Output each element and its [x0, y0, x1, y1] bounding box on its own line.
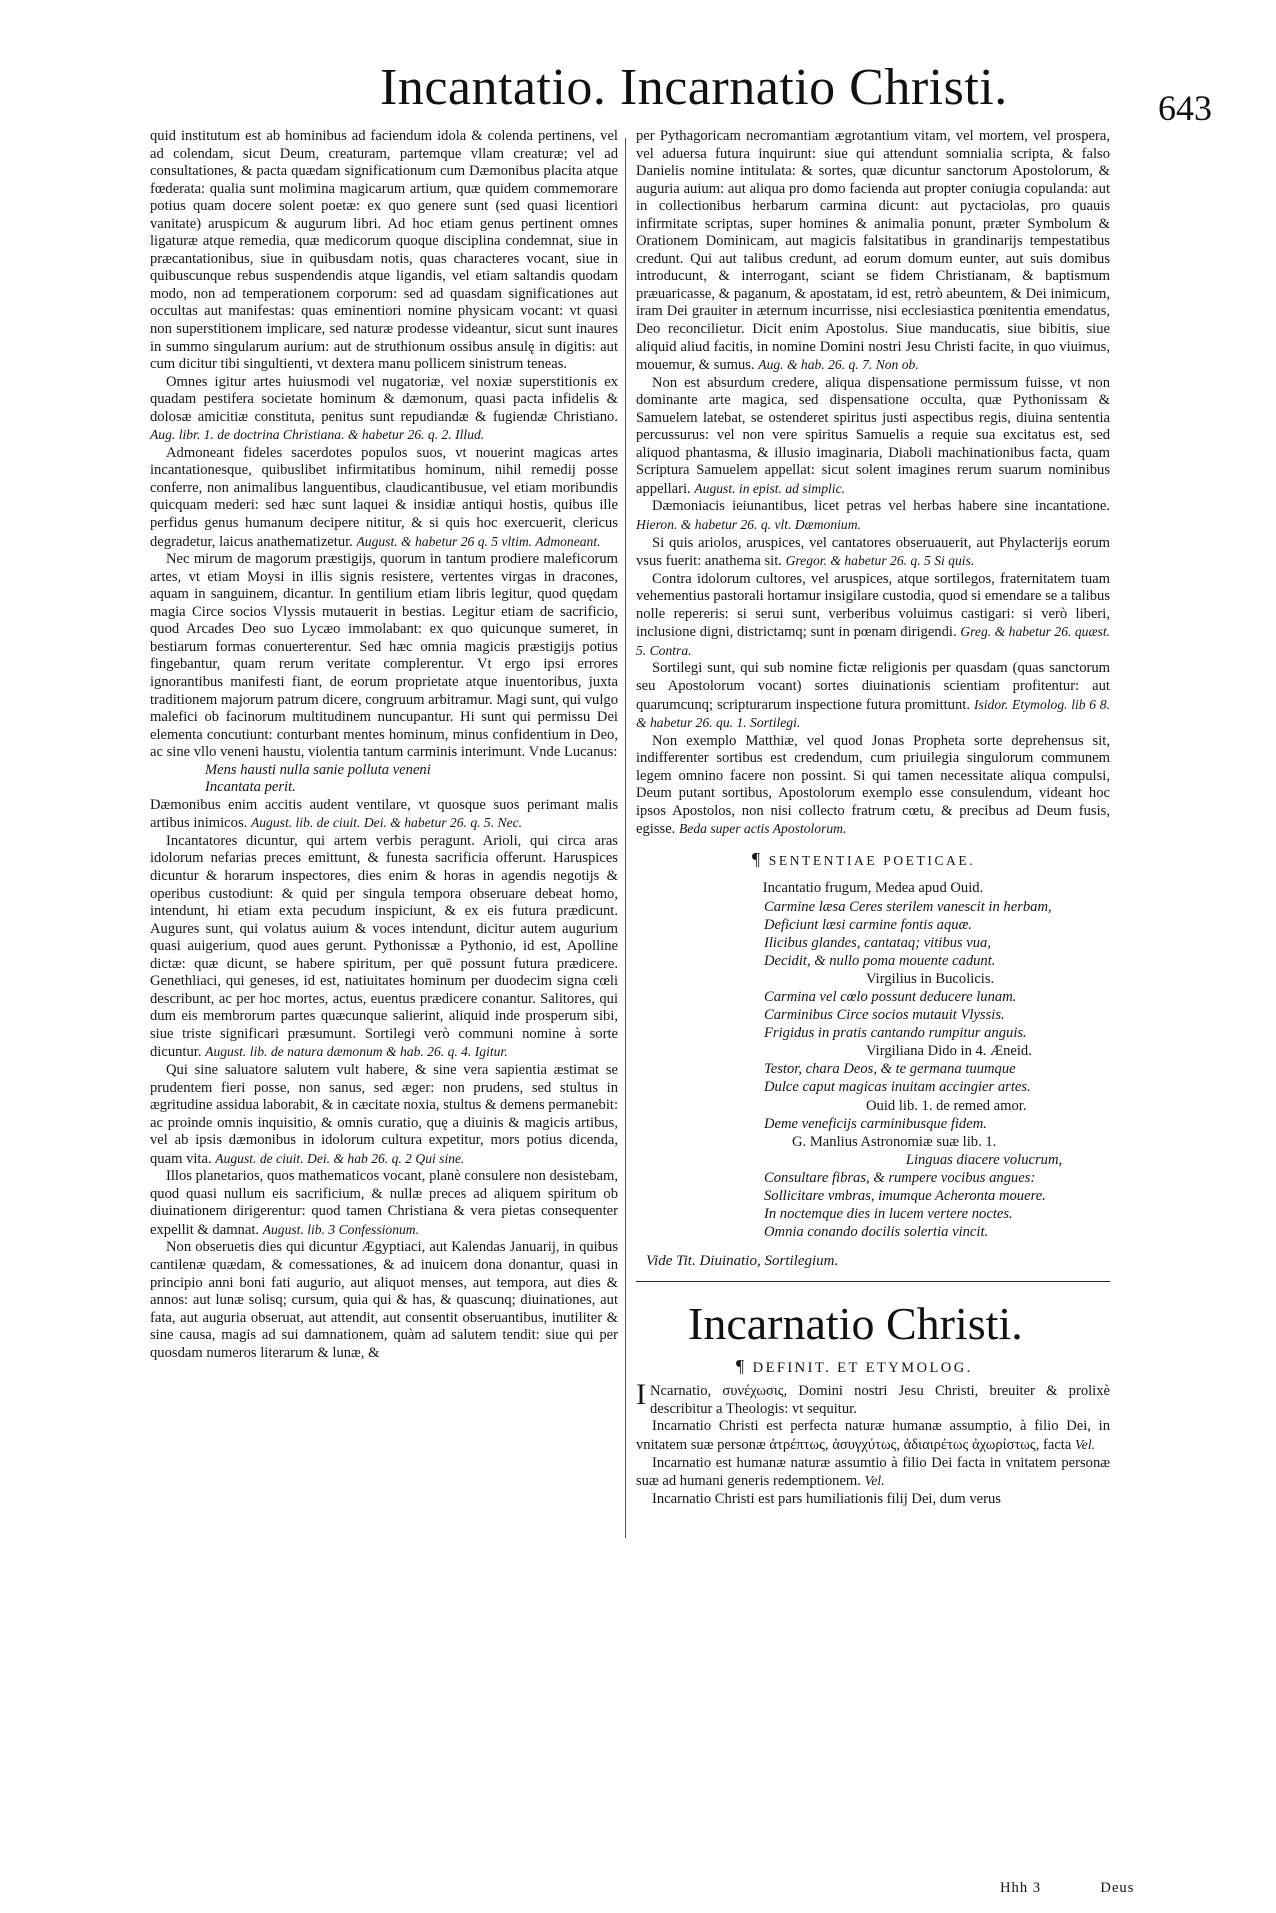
verse-line: Consultare fibras, & rumpere vocibus angues: — [764, 1169, 1036, 1186]
pilcrow-icon: ¶ — [752, 848, 763, 869]
citation: Vel. — [864, 1473, 885, 1489]
paragraph-text: Non est absurdum credere, aliqua dispensatione permissum fuisse, vt non dominante arte magica, sed dispensatione occulta, quæ Pythonissam & Samuelem latebat, se ostenderet spiritus justi aspectibus regis, diuina sententia percussurus: vel non vere spiritus Samuelis a requie sua excitatus est, sed aliquod phantasma, & illusio imaginaria, Diaboli machinationibus facta, quam Scriptura Samuelem appellat: sicut solent imagines rerum suarum nominibus appellari. — [636, 374, 1110, 497]
signature-mark: Hhh 3 — [1000, 1880, 1042, 1896]
paragraph — [636, 1378, 1110, 1418]
citation: Greg. & habetur 26. quæst. 5. Contra. — [636, 624, 1110, 658]
citation: August. lib. de natura dæmonum & hab. 26. q. 4. Igitur. — [205, 1044, 508, 1060]
attribution-line: Virgilius in Bucolicis. — [866, 970, 995, 987]
paragraph-text: Dæmonibus enim accitis audent ventilare, vt quosque suos perimant malis artibus inimicos. — [150, 796, 618, 832]
verse-line: Decidit, & nullo poma mouente cadunt. — [764, 952, 996, 969]
verse-line: Omnia conando docilis solertia vincit. — [764, 1224, 989, 1241]
paragraph-text: Dæmoniacis ieiunantibus, licet petras vel herbas habere sine incantatione. — [652, 498, 1110, 515]
citation: August. de ciuit. Dei. & hab 26. q. 2 Qui sine. — [215, 1150, 465, 1166]
citation: Aug. & hab. 26. q. 7. Non ob. — [758, 357, 919, 373]
verse-line: Carmine læsa Ceres sterilem vanescit in herbam, — [764, 898, 1052, 915]
initial-letter: I — [636, 1378, 646, 1412]
paragraph-text: Incantatores dicuntur, qui artem verbis peragunt. Arioli, qui circa aras idolorum nefarias preces emittunt, & funesta sacrificia offerunt. Haruspices dicuntur & horarum inspectores, dies enim & horas in agendis negotijs & operibus custodiunt: & quid per singula tempora obseruare debeat homo, intendunt, hi etiam exta pecudum inspiciunt, & ex eis futura prædicunt. Augures sunt, qui volatus auium & voces intendunt, dicitur autem augurium quasi auigerium, quod aues gerunt. Pythonissæ a Pythonio, id est, Apolline dictæ: quæ dicunt, se habere spiritum, per quē possunt futura prædicere. Genethliaci, qui geneses, id est, natiuitates hominum per duodecim signa cœli describunt, ac per hoc mortes, actus, euentus prædicere conantur. Salitores, qui dum eis membrorum partes quæcunque salierint, aliquid inde prosperum sibi, siue triste significari præsumunt. Sortilegi verò communi nomine à sorte dicuntur. — [150, 832, 618, 1061]
citation: August. lib. 3 Confessionum. — [262, 1221, 420, 1237]
paragraph-text: Non obseruetis dies qui dicuntur Ægyptiaci, aut Kalendas Januarij, in quibus cantilenæ quædam, & comessationes, & ad inuicem dona donantur, quasi in principio anni boni fati augurio, aut aliquot menses, aut tempora, aut dies & annos: aut lunæ solisq; cursum, quia qui & has, & quascunq; diuinationes, aut fata, aut auguria obseruat, aut attendit, aut consentit obseruantibus, inutiliter & sine causa, magis ad sui damnationem, quàm ad salutem tendit: siue qui per quosdam numeros literarum & lunæ, & — [150, 1239, 618, 1361]
citation: August. & habetur 26 q. 5 vltim. Admoneant. — [356, 533, 601, 549]
paragraph — [150, 374, 618, 445]
paragraph — [636, 733, 1110, 839]
catchword: Deus — [1100, 1880, 1135, 1896]
paragraph-text: Ncarnatio, συνέχωσις, Domini nostri Jesu Christi, breuiter & prolixè describitur a Theologis: vt sequitur. — [650, 1383, 1110, 1417]
verse-line: Deficiunt læsi carmine fontis aquæ. — [764, 916, 972, 933]
citation: Vel. — [1075, 1437, 1096, 1453]
paragraph-text: Nec mirum de magorum præstigijs, quorum in tantum prodiere maleficorum artes, vt etiam Moysi in illis signis resistere, vertentes virgas in dracones, aquam in sanguinem, dicantur. In gentilium etiam libris legitur, quod quędam magia Circe socios Vlyssis mutauerit in bestias. Legitur etiam de sacrificio, quod Arcades Deo suo Lycæo immolabant: ex quo quicunque sumeret, in bestiarum formas conuerterentur. Sed hæc omnia magicis præstigijs potius fingebantur, quam rerum veritate complerentur. Vt ergo ipsi errores ignorantibus manifesti fiant, de eorum proprietate atque inuentoribus, juxta traditionem majorum patrum dicere, congruum arbitramur. Magi sunt, qui vulgo malefici ob facinorum multitudinem nuncupantur. Hi sunt qui permissu Dei elementa concutiunt: conturbant mentes hominum, minus confidentium in Deo, ac sine vllo veneni haustu, violentia tantum carminis interimunt. Vnde Lucanus: — [150, 551, 618, 761]
paragraph — [636, 375, 1110, 499]
paragraph — [150, 551, 618, 762]
paragraph — [636, 128, 1110, 375]
verse-line: In noctemque dies in lucem vertere noctes. — [764, 1206, 1013, 1223]
left-column — [150, 128, 618, 1362]
page-number: 643 — [1158, 88, 1212, 128]
definition-heading — [636, 1355, 1110, 1378]
citation: Hieron. & habetur 26. q. vlt. Dæmonium. — [636, 517, 861, 533]
paragraph-text: Illos planetarios, quos mathematicos vocant, planè consulere non desistebam, quod quasi nullum eis sacrificium, & nullæ preces ad aliquem spiritum ob diuinationem dirigerentur: quod tamen Christiana & vera pietas consequenter expellit & damnat. — [150, 1168, 618, 1238]
verse-line: Testor, chara Deos, & te germana tuumque — [764, 1061, 1016, 1078]
paragraph-text: Qui sine saluatore salutem vult habere, & sine vera sapientia æstimat se prudentem fieri posse, non sanus, sed æger: non prudens, sed stultus in ægritudine assidua laborabit, & in cæcitate noxia, stultus & demens permanebit: ac proinde omnis inquisitio, & omnis curatio, quę a diuinis & magicis artibus, vel ab ipsis dæmonibus in idolorum cultura expetitur, mors potius dicenda, quam vita. — [150, 1061, 618, 1167]
paragraph — [150, 1239, 618, 1362]
paragraph — [150, 833, 618, 1062]
paragraph — [150, 1168, 618, 1239]
paragraph — [636, 535, 1110, 571]
section-heading-text: SENTENTIAE POETICAE. — [768, 852, 976, 868]
paragraph-text: Si quis ariolos, aruspices, vel cantatores obseruauerit, aut Phylacterijs eorum vsus fuerit: anathema sit. — [636, 534, 1110, 570]
verse-quote: Mens hausti nulla sanie polluta veneni Incantata perit. — [205, 761, 431, 796]
paragraph — [636, 1418, 1110, 1454]
verse-line: Deme veneficijs carminibusque fidem. — [764, 1115, 987, 1132]
citation: August. lib. de ciuit. Dei. & habetur 26. q. 5. Nec. — [250, 815, 523, 831]
poetic-quotations — [636, 879, 1110, 1241]
verse-line: Dulce caput magicas inuitam accingier artes. — [764, 1079, 1031, 1096]
citation: Aug. libr. 1. de doctrina Christiana. & habetur 26. q. 2. Illud. — [150, 427, 485, 443]
article-title: Incarnatio Christi. — [688, 1297, 1023, 1349]
paragraph — [150, 797, 618, 833]
paragraph — [150, 445, 618, 551]
paragraph-text: Incarnatio Christi est perfecta naturæ humanæ assumptio, à filio Dei, in vnitatem suæ personæ ἀτρέπτως, ἀσυγχύτως, ἀδιαιρέτως ἀχωρίστως, facta — [636, 1418, 1110, 1454]
section-rule — [636, 1281, 1110, 1282]
definition-heading-text: DEFINIT. ET ETYMOLOG. — [752, 1359, 973, 1376]
paragraph-text: quid institutum est ab hominibus ad faciendum idola & colenda pertinens, vel ad colendam, sicut Deum, creaturam, partemque vllam creaturæ; vel ad consultationes, & pacta quædam significationum cum Dæmonibus placita atque fœderata: qualia sunt molimina magicarum artium, quæ quidem commemorare potius quam docere solent poetæ: ex quo genere sunt (sed quasi licentiori vanitate) aruspicum & augurum libri. Ad hoc etiam genus pertinent omnes ligaturæ atque remedia, quæ medicorum quoque disciplina condemnat, siue in præcantationibus, siue in quibusdam notis, quas characteres vocant, siue in quibuscunque rebus suspendendis atque ligandis, vel etiam saltandis quodam modo, non ad temperationem corporum: sed ad quasdam significationes aut occultas aut manifestas: quas eminentiori nomine physicam vocant: vt quasi non superstitionem implicare, sed naturæ prodesse videantur, sicut sunt inaures in summo singularum aurium: aut de struthionum ossibus ansulę in digitis: aut cum dicitur tibi singultienti, vt dextera manu pollicem sinistrum teneas. — [150, 128, 618, 373]
paragraph-text: per Pythagoricam necromantiam ægrotantium vitam, vel mortem, vel prospera, vel aduersa futura inquirunt: siue qui attendunt somnialia scripta, & falso Danielis nomine intitulata: & sortes, quæ dicuntur sanctorum Apostolorum, & auguria auium: aut aliqua pro domo facienda aut propter coniugia copulanda: aut in collectionibus herbarum carmina dicunt: aut pyctaciolas, pro quauis infirmitate scriptas, super homines & animalia ponunt, præter Symbolum & Orationem Dominicam, aut magicis falsitatibus in grandinarijs tempestatibus credunt. Qui aut talibus credunt, ad eorum domum eunter, aut suis domibus introducunt, & interrogant, sciant se fidem Christianam, & baptismum præuaricasse, & paganum, & apostatam, id est, retrò abeuntem, & Dei inimicum, iram Dei grauiter in æternum incurrisse, nisi ecclesiastica pœnitentia emendatus, Deo reconcilietur. Dicit enim Apostolus. Siue manducatis, siue bibitis, siue aliquid aliud facitis, in nomine Domini nostri Jesu Christi facite, in quo viuimus, mouemur, & sumus. — [636, 128, 1110, 374]
verse-line: Sollicitare vmbras, imumque Acheronta mouere. — [764, 1188, 1046, 1205]
citation: Beda super actis Apostolorum. — [678, 821, 847, 837]
right-column — [636, 128, 1110, 1508]
paragraph — [636, 1455, 1110, 1491]
verse-line: Carminibus Circe socios mutauit Vlyssis. — [764, 1007, 1005, 1024]
verse-line: Frigidus in pratis cantando rumpitur anguis. — [764, 1025, 1027, 1042]
paragraph — [636, 498, 1110, 534]
paragraph — [636, 571, 1110, 661]
attribution-line: Incantatio frugum, Medea apud Ouid. — [762, 880, 984, 897]
verse-line: Linguas diacere volucrum, — [905, 1151, 1063, 1168]
paragraph-text: Omnes igitur artes huiusmodi vel nugatoriæ, vel noxiæ superstitionis ex quadam pestifera societate hominum & dæmonum, quasi pacta infidelis & dolosæ amicitiæ constituta, penitus sunt repudiandæ & fugiendæ Christiano. — [150, 373, 618, 425]
paragraph-text: Sortilegi sunt, qui sub nomine fictæ religionis per quasdam (quas sanctorum seu Apostolorum vocant) sortes diuinationis scientiam profitentur: aut quarumcunq; scripturarum inspectione futura promittunt. — [636, 660, 1110, 713]
paragraph-text: Incarnatio Christi est pars humiliationis filij Dei, dum verus — [652, 1490, 1001, 1507]
pilcrow-icon: ¶ — [736, 1355, 747, 1376]
attribution-line: G. Manlius Astronomiæ suæ lib. 1. — [792, 1133, 997, 1150]
paragraph-text: Contra idolorum cultores, vel aruspices, atque sortilegos, fraternitatem tuam vehementius pastorali hortamur insigilare custodia, quod si emendare se a talibus nolle repereris: si serui sunt, verberibus voluimus castigari: si verò liberi, inclusione digni, districtamq; sunt in pœnam dirigendi. — [636, 570, 1110, 641]
running-title: Incantatio. Incarnatio Christi. — [380, 59, 1008, 116]
attribution-line: Virgiliana Dido in 4. Æneid. — [866, 1043, 1032, 1060]
paragraph — [636, 660, 1110, 732]
paragraph-text: Incarnatio est humanæ naturæ assumtio à filio Dei facta in vnitatem personæ suæ ad humani generis redemptionem. — [636, 1454, 1110, 1490]
paragraph — [150, 128, 618, 374]
attribution-line: Ouid lib. 1. de remed amor. — [866, 1097, 1027, 1114]
paragraph — [636, 1491, 1110, 1509]
paragraph-text: Non exemplo Matthiæ, vel quod Jonas Propheta sorte deprehensus sit, indifferenter sortibus est credendum, cum priuilegia singulorum communem legem omnino facere non possint. Si qui tamen necessitate aliqua compulsi, Deum putant sortibus, Apostolorum exemplo esse consulendum, videant hoc ipsos Apostolos, non nisi collecto fratrum cœtu, & precibus ad Deum fusis, egisse. — [636, 732, 1110, 838]
paragraph-text: Admoneant fideles sacerdotes populos suos, vt nouerint magicas artes incantationesque, quibuslibet infirmitatibus hominum, nihil remedij posse conferre, non animalibus languentibus, claudicantibusue, vel etiam moribundis quicquam mederi: sed hæc sunt laquei & insidiæ antiqui hostis, quibus ille perfidus genus humanum decipere nititur, & si quis hoc exercuerit, clericus degradetur, laicus anathematizetur. — [150, 444, 618, 550]
citation: Gregor. & habetur 26. q. 5 Si quis. — [785, 553, 975, 569]
signature-catchword — [1000, 1880, 1134, 1897]
sententiae-heading — [636, 848, 1110, 870]
citation: August. in epist. ad simplic. — [694, 480, 846, 496]
citation: Isidor. Etymolog. lib 6 8. & habetur 26. qu. 1. Sortilegi. — [636, 696, 1110, 731]
paragraph — [150, 1062, 618, 1168]
cross-reference: Vide Tit. Diuinatio, Sortilegium. — [646, 1253, 839, 1270]
verse-line: Carmina vel cœlo possunt deducere lunam. — [764, 988, 1017, 1005]
verse-line: Ilicibus glandes, cantataq; vitibus vua, — [764, 934, 991, 951]
column-divider — [625, 138, 626, 1538]
